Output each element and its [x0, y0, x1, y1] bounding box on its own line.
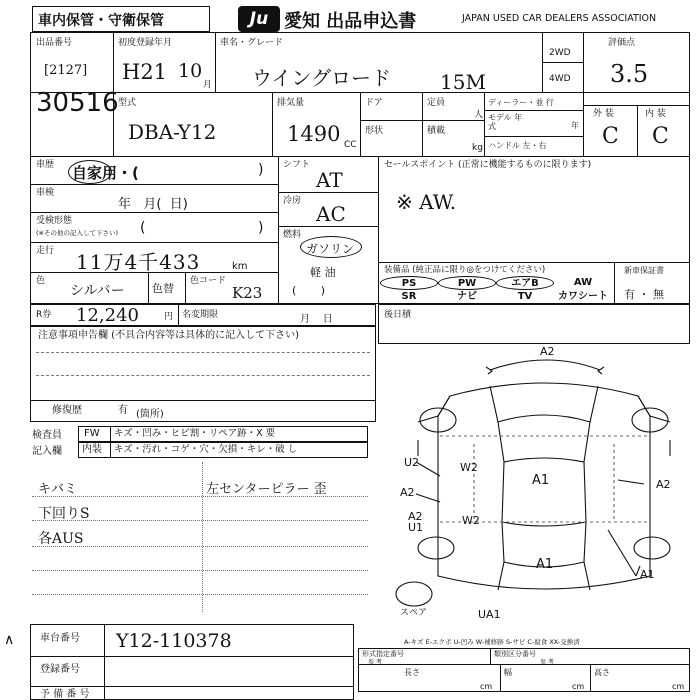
sales-points-label: セールスポイント (正常に機能するものに限ります)	[384, 160, 592, 170]
fuel-value: ガソリン	[306, 242, 355, 256]
equipment-item: PW	[438, 276, 496, 290]
damage-legend: A-キズ E-エクボ U-凹み W-補修跡 S-サビ C-腐食 XX-交換済	[404, 638, 580, 646]
equipment-item: エアB	[496, 276, 554, 290]
chassis-label: 車台番号	[40, 633, 80, 644]
form-title: 愛知 出品申込書	[284, 11, 417, 32]
load-label: 積載	[427, 126, 446, 136]
drive-2wd-label: 2WD	[549, 48, 571, 58]
history-close-paren: )	[258, 162, 264, 178]
width-label: 幅	[504, 668, 512, 677]
margin-tick: ∧	[4, 632, 15, 648]
chassis-value: Y12-110378	[116, 630, 232, 652]
grade-value: 15M	[440, 70, 486, 94]
fuel-light-oil: 軽 油	[310, 266, 336, 279]
evaluation-label: 評価点	[608, 38, 636, 48]
length-label: 長さ	[404, 668, 420, 677]
interior-label: 内 装	[645, 109, 666, 119]
spare-label: スペア	[400, 608, 428, 618]
category-no-label: 類別区分番号	[494, 650, 536, 658]
repair-place: (箇所)	[136, 409, 164, 420]
sales-point-value: ※ AW.	[396, 190, 457, 214]
ju-logo: Ju	[238, 6, 280, 32]
equipment-item: SR	[401, 291, 417, 302]
shape-label: 形状	[365, 126, 384, 136]
consignment-label: 後日積	[384, 310, 412, 320]
model-code-label: 型式	[118, 98, 137, 108]
mark-left-a2b: A2	[408, 510, 423, 523]
registration-year-value: H21	[122, 60, 168, 84]
fuel-other: ( )	[292, 284, 326, 297]
mileage-value: 11万4千433	[76, 250, 201, 274]
model-grade-label: 車名・グレード	[220, 38, 284, 48]
new-car-warranty-label: 新車保証書	[624, 266, 664, 275]
warranty-yes-no: 有 ・ 無	[624, 288, 664, 301]
model-code-value: DBA-Y12	[128, 120, 217, 144]
year-unit: 年	[571, 121, 579, 130]
mark-top: A2	[540, 345, 555, 358]
form-subtitle: JAPAN USED CAR DEALERS ASSOCIATION	[462, 13, 657, 24]
storage-label: 車内保管・守衛保管	[38, 13, 164, 29]
color-code-label: 色コード	[190, 276, 227, 286]
height-label: 高さ	[594, 668, 610, 677]
dealer-import-label: ディーラー・並 行	[488, 98, 554, 107]
mark-left-u1: U1	[408, 521, 424, 534]
category-ref: 参 考	[540, 659, 554, 666]
handle-label: ハンドル 左・右	[488, 141, 547, 150]
bottom-row-label: 予 備 番 号	[40, 689, 90, 700]
height-unit: cm	[672, 682, 685, 691]
consignment-box	[378, 304, 690, 344]
color-code-value: K23	[232, 284, 263, 302]
equipment-grid	[380, 276, 614, 304]
equipment-item: TV	[517, 291, 533, 302]
color-value: シルバー	[70, 283, 125, 299]
lot-prefix-value: [2127]	[44, 63, 88, 78]
month-unit-label: 月	[203, 80, 213, 90]
history-label: 車歴	[36, 160, 55, 170]
notes-value-3: 各AUS	[38, 531, 84, 547]
aircon-value: AC	[316, 202, 346, 226]
title-change-date: 月 日	[300, 314, 333, 325]
width-unit: cm	[572, 682, 585, 691]
inspector-interior: 内装	[82, 444, 102, 455]
r-ticket-unit: 円	[164, 312, 174, 322]
equipment-item: AW	[573, 277, 593, 288]
notes-label: 注意事項申告欄 (不具合内容等は具体的に記入して下さい)	[38, 330, 299, 341]
displacement-label: 排気量	[277, 98, 305, 108]
mileage-unit: km	[232, 261, 248, 272]
mark-left-a2: A2	[400, 486, 415, 499]
exterior-label: 外 装	[593, 109, 614, 119]
mark-right-a2: A2	[656, 478, 671, 491]
mileage-label: 走行	[36, 246, 55, 256]
inspection-note: (※その他の記入して下さい)	[36, 229, 119, 237]
first-registration-label: 初度登録年月	[118, 38, 173, 48]
title-change-label: 名変期限	[182, 310, 219, 320]
registration-label: 登録番号	[40, 664, 80, 675]
mark-center-a1: A1	[532, 473, 550, 488]
inspector-fw: FW	[84, 428, 100, 439]
cc-label: CC	[344, 140, 357, 150]
color-label: 色	[36, 276, 46, 286]
inspection-form-label: 受検形態	[36, 216, 73, 226]
mark-left-w2b: W2	[462, 514, 480, 527]
interior-grade-value: C	[652, 124, 669, 149]
history-circle	[68, 160, 112, 184]
repair-history-label: 修復歴	[52, 405, 82, 416]
exterior-grade-value: C	[602, 124, 619, 149]
capacity-label: 定員	[427, 98, 446, 108]
mark-right-a1: A1	[640, 568, 655, 581]
inspection-form-close: )	[258, 220, 264, 236]
fuel-label: 燃料	[283, 230, 302, 240]
r-ticket-value: 12,240	[76, 305, 139, 326]
notes-value-2: 下回りS	[38, 506, 90, 522]
lot-number-value: 30516	[36, 88, 119, 118]
equipment-item: カワシート	[558, 291, 608, 302]
lot-number-label: 出品番号	[36, 38, 73, 48]
registration-month-value: 10	[178, 60, 203, 82]
model-name-value: ウイングロード	[252, 66, 391, 90]
equipment-item: PS	[380, 276, 438, 290]
mark-left-u2: U2	[404, 456, 420, 469]
equipment-label: 装備品 (純正品に限り◎をつけてください)	[384, 265, 546, 275]
body-specified-ref: 参 考	[368, 659, 382, 666]
doors-label: ドア	[365, 98, 383, 108]
history-choice: 自家用・(	[72, 164, 139, 182]
shift-label: シフト	[283, 160, 311, 170]
inspector-interior-items: キズ・汚れ・コゲ・穴・欠損・キレ・破 し	[114, 444, 298, 455]
drive-4wd-label: 4WD	[549, 74, 571, 84]
repair-yes: 有	[118, 405, 128, 416]
aircon-label: 冷房	[283, 196, 302, 206]
inspector-label-2: 記入欄	[32, 446, 62, 457]
model-year-label: モデル 年 式	[488, 113, 523, 131]
inspection-date: 年 月( 日)	[118, 197, 188, 212]
notes-value-1: キバミ	[38, 482, 78, 497]
load-unit: kg	[472, 143, 483, 153]
fuel-circle	[300, 236, 362, 258]
inspector-label: 検査員	[32, 430, 62, 441]
shift-value: AT	[316, 168, 343, 192]
displacement-value: 1490	[287, 122, 341, 146]
mark-bottom-ua1: UA1	[478, 608, 501, 621]
inspection-label: 車検	[36, 188, 55, 198]
inspector-fw-items: キズ・凹み・ヒビ割・リペア跡・X 要	[114, 428, 276, 439]
capacity-unit: 人	[474, 110, 484, 120]
mark-rear-a1: A1	[536, 557, 554, 572]
equipment-item: ナビ	[457, 291, 477, 302]
evaluation-score-value: 3.5	[610, 60, 649, 88]
mark-left-w2a: W2	[460, 461, 478, 474]
r-ticket-label: R券	[36, 310, 52, 320]
body-specified-label: 形式指定番号	[362, 650, 404, 658]
color-change-label: 色替	[152, 282, 174, 295]
notes-value-1b: 左センターピラー 歪	[206, 482, 327, 497]
length-unit: cm	[480, 682, 493, 691]
